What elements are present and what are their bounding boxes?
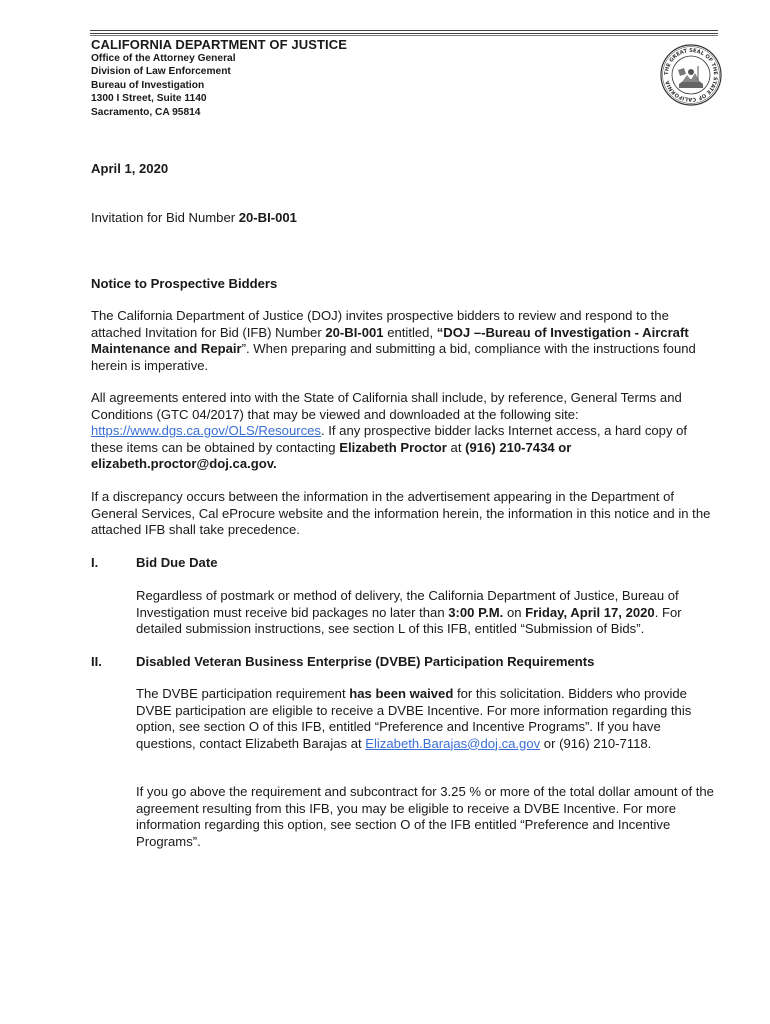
header-rule-thin — [90, 35, 718, 36]
section-number: II. — [91, 654, 102, 669]
address-line: 1300 I Street, Suite 1140 — [91, 93, 207, 105]
department-name: CALIFORNIA DEPARTMENT OF JUSTICE — [91, 37, 347, 52]
letter-date: April 1, 2020 — [91, 161, 169, 176]
intro-paragraph: The California Department of Justice (DOJ) invites prospective bidders to review and respond to the attached Invitation for Bid (IFB) Number 20-BI-001 entitled, “DOJ –-Bureau of Investigation - Aircraft Maintenance and Repair”. When preparing and submitting a bid, compliance with the instructions found herein is imperative. — [91, 308, 696, 373]
address-line: Division of Law Enforcement — [91, 66, 231, 78]
section-title-dvbe: Disabled Veteran Business Enterprise (DVBE) Participation Requirements — [136, 654, 595, 669]
address-line: Bureau of Investigation — [91, 79, 205, 91]
discrepancy-paragraph: If a discrepancy occurs between the information in the advertisement appearing in the Department of General Services, Cal eProcure website and the information herein, the information in this notice and in the attached IFB shall take precedence. — [91, 489, 711, 537]
state-seal-icon — [660, 44, 722, 106]
dvbe-paragraph-2: If you go above the requirement and subcontract for 3.25 % or more of the total dollar amount of the agreement resulting from this IFB, you may be eligible to receive a DVBE Incentive. For more information regarding this option, see section O of the IFB entitled “Preference and Incentive Programs”. — [136, 784, 714, 849]
seal-text: THE GREAT SEAL OF THE STATE OF CALIFORNIA — [663, 47, 719, 103]
ifb-line: Invitation for Bid Number 20-BI-001 — [91, 210, 297, 225]
email-link[interactable]: Elizabeth.Barajas@doj.ca.gov — [365, 735, 541, 751]
address-line: Sacramento, CA 95814 — [91, 106, 201, 118]
section-title-bid-due-date: Bid Due Date — [136, 555, 218, 570]
header-rule-double — [90, 30, 718, 34]
notice-title: Notice to Prospective Bidders — [91, 276, 278, 291]
section-number: I. — [91, 555, 99, 570]
dvbe-paragraph-1: The DVBE participation requirement has been waived for this solicitation. Bidders who provide DVBE participation are eligible to receive a DVBE Incentive. For more information regarding this option, see section O of this IFB, entitled “Preference and Incentive Programs”. If you have questions, contact Elizabeth Barajas at Elizabeth.Barajas@doj.ca.gov or (916) 210-7118. — [136, 686, 692, 751]
bid-due-paragraph: Regardless of postmark or method of delivery, the California Department of Justice, Bureau of Investigation must receive bid packages no later than 3:00 P.M. on Friday, April 17, 2020. For detailed submission instructions, see section L of this IFB, entitled “Submission of Bids”. — [136, 588, 682, 636]
terms-paragraph: All agreements entered into with the State of California shall include, by reference, General Terms and Conditions (GTC 04/2017) that may be viewed and downloaded at the following site: https://www.dgs.ca.gov/OLS/Resources. If any prospective bidder lacks Internet access, a hard copy of these items can be obtained by contacting Elizabeth Proctor at (916) 210-7434 or elizabeth.proctor@doj.ca.gov. — [91, 390, 688, 471]
resources-link[interactable]: https://www.dgs.ca.gov/OLS/Resources — [91, 423, 321, 438]
letterhead-address — [91, 52, 236, 119]
address-line: Office of the Attorney General — [91, 53, 236, 64]
